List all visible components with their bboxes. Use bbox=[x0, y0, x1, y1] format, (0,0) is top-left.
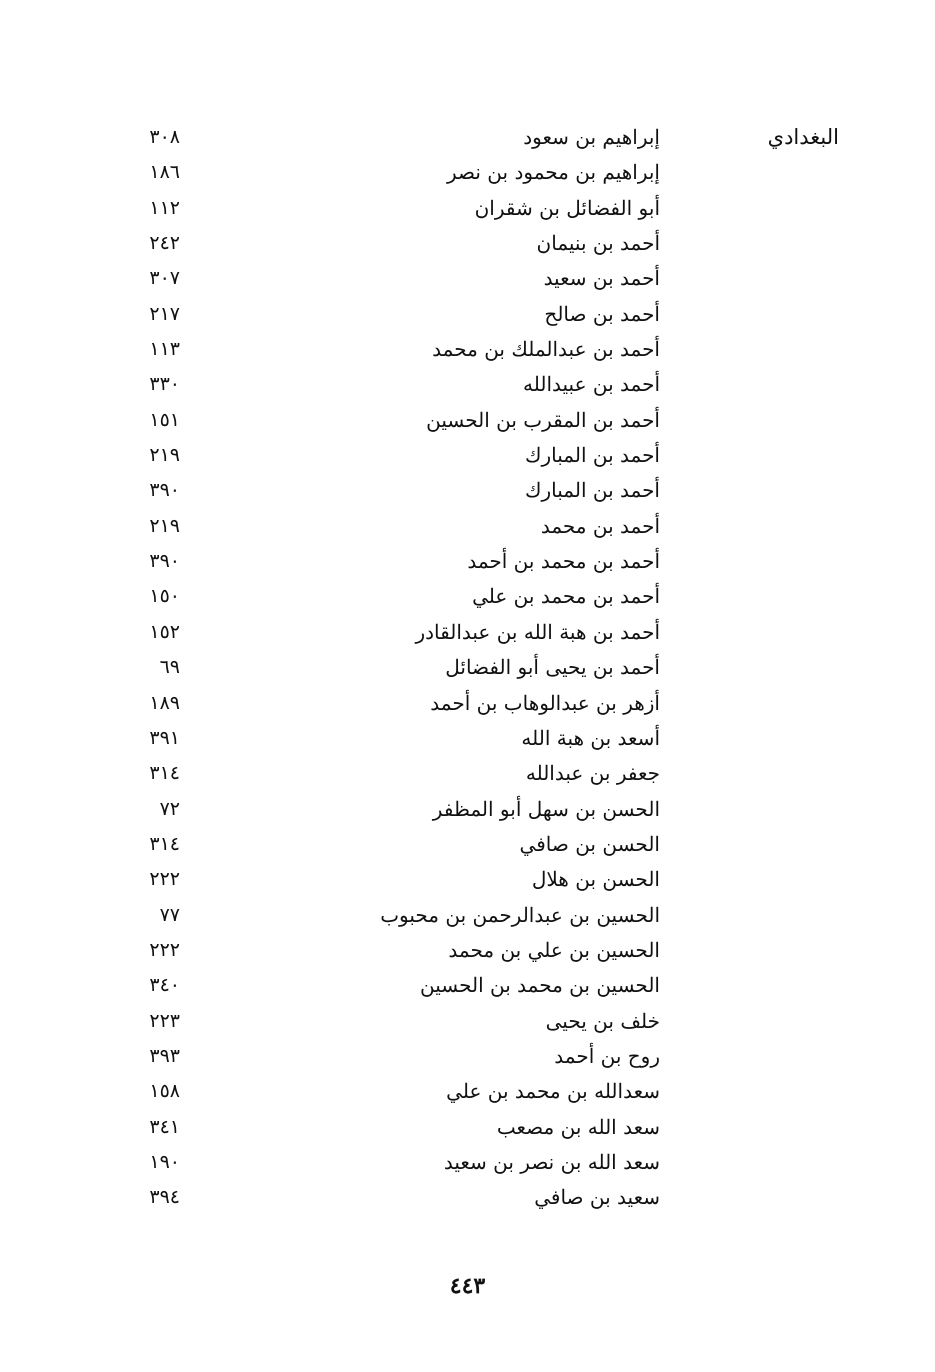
entry-name: جعفر بن عبدالله bbox=[525, 761, 660, 786]
entry-name: أبو الفضائل بن شقران bbox=[474, 195, 660, 220]
entry-page-number: ٣٩٣ bbox=[149, 1044, 180, 1067]
index-entry bbox=[120, 1005, 660, 1040]
entry-name: روح بن أحمد bbox=[554, 1043, 660, 1068]
entry-name: أحمد بن محمد بن علي bbox=[472, 584, 660, 609]
index-entry bbox=[120, 439, 660, 474]
entry-name: الحسن بن سهل أبو المظفر bbox=[432, 796, 660, 821]
entry-name: أحمد بن يحيى أبو الفضائل bbox=[445, 655, 660, 680]
entry-page-number: ١٥٨ bbox=[149, 1080, 180, 1103]
index-entry bbox=[120, 793, 660, 828]
index-entry bbox=[120, 1075, 660, 1110]
entry-page-number: ٢١٧ bbox=[149, 302, 180, 325]
entry-page-number: ٣٠٨ bbox=[149, 126, 180, 148]
index-entry bbox=[120, 404, 660, 439]
entry-page-number: ١٩٠ bbox=[149, 1150, 180, 1173]
entry-page-number: ٢٢٢ bbox=[149, 868, 180, 891]
entry-name: أحمد بن محمد bbox=[540, 513, 660, 538]
entry-name: سعد الله بن نصر بن سعيد bbox=[443, 1149, 660, 1174]
entry-name: أحمد بن هبة الله بن عبدالقادر bbox=[415, 619, 660, 644]
entry-page-number: ٢٢٣ bbox=[149, 1009, 180, 1032]
entry-page-number: ٣٤٠ bbox=[149, 974, 180, 997]
entry-name: إبراهيم بن سعود bbox=[523, 125, 660, 149]
index-entry bbox=[120, 828, 660, 863]
entry-name: الحسين بن عبدالرحمن بن محبوب bbox=[380, 902, 660, 927]
entry-name: إبراهيم بن محمود بن نصر bbox=[447, 160, 660, 185]
entry-name: الحسن بن صافي bbox=[519, 831, 660, 856]
index-entry bbox=[120, 651, 660, 686]
index-entry bbox=[120, 368, 660, 403]
entry-page-number: ١٥٢ bbox=[149, 620, 180, 643]
entry-name: أسعد بن هبة الله bbox=[521, 725, 660, 750]
entry-page-number: ٦٩ bbox=[159, 656, 180, 679]
entry-page-number: ٧٧ bbox=[159, 903, 180, 926]
index-list bbox=[120, 121, 660, 1217]
index-entry bbox=[120, 687, 660, 722]
entry-page-number: ١٨٦ bbox=[149, 161, 180, 184]
entry-name: أزهر بن عبدالوهاب بن أحمد bbox=[430, 690, 660, 715]
index-entry bbox=[120, 1146, 660, 1181]
entry-page-number: ٧٢ bbox=[159, 797, 180, 820]
entry-name: سعدالله بن محمد بن علي bbox=[446, 1079, 660, 1104]
index-entry bbox=[120, 899, 660, 934]
entry-page-number: ٣٩٤ bbox=[149, 1186, 180, 1209]
entry-name: سعيد بن صافي bbox=[534, 1185, 660, 1210]
index-entry bbox=[120, 1181, 660, 1216]
entry-page-number: ١٨٩ bbox=[149, 691, 180, 714]
index-entry bbox=[120, 192, 660, 227]
entry-page-number: ١٥١ bbox=[149, 408, 180, 431]
entry-page-number: ٣٩٠ bbox=[149, 550, 180, 573]
index-entry bbox=[120, 969, 660, 1004]
entry-page-number: ١١٢ bbox=[149, 196, 180, 219]
entry-name: خلف بن يحيى bbox=[545, 1008, 660, 1033]
index-entry bbox=[120, 545, 660, 580]
entry-name: أحمد بن عبدالملك بن محمد bbox=[432, 337, 660, 362]
entry-page-number: ١٥٠ bbox=[149, 585, 180, 608]
entry-page-number: ٣٤١ bbox=[149, 1115, 180, 1138]
index-entry bbox=[120, 934, 660, 969]
entry-name: أحمد بن المبارك bbox=[525, 443, 660, 468]
index-entry bbox=[120, 863, 660, 898]
entry-name: أحمد بن عبيدالله bbox=[523, 372, 660, 397]
entry-page-number: ٢٤٢ bbox=[149, 232, 180, 255]
index-entry bbox=[120, 298, 660, 333]
entry-name: أحمد بن بنيمان bbox=[536, 231, 660, 256]
index-entry bbox=[120, 580, 660, 615]
entry-name: سعد الله بن مصعب bbox=[496, 1114, 660, 1139]
entry-page-number: ١١٣ bbox=[149, 338, 180, 361]
page-number: ٤٤٣ bbox=[449, 1273, 486, 1299]
entry-name: أحمد بن صالح bbox=[544, 301, 660, 326]
entry-name: أحمد بن محمد بن أحمد bbox=[467, 549, 660, 574]
section-title: البغدادي bbox=[767, 125, 839, 149]
index-entry bbox=[120, 474, 660, 509]
entry-page-number: ٣٩١ bbox=[149, 726, 180, 749]
entry-page-number: ٢١٩ bbox=[149, 514, 180, 537]
index-entry bbox=[120, 1111, 660, 1146]
entry-page-number: ٣١٤ bbox=[149, 832, 180, 855]
entry-page-number: ٢١٩ bbox=[149, 444, 180, 467]
entry-page-number: ٢٢٢ bbox=[149, 938, 180, 961]
index-entry bbox=[120, 510, 660, 545]
index-entry bbox=[120, 722, 660, 757]
entry-name: أحمد بن المقرب بن الحسين bbox=[426, 407, 660, 432]
entry-name: الحسين بن علي بن محمد bbox=[448, 937, 660, 962]
index-entry bbox=[120, 121, 660, 156]
index-entry bbox=[120, 1040, 660, 1075]
entry-page-number: ٣١٤ bbox=[149, 762, 180, 785]
entry-name: الحسن بن هلال bbox=[531, 867, 660, 892]
index-entry bbox=[120, 156, 660, 191]
entry-page-number: ٣٩٠ bbox=[149, 479, 180, 502]
entry-name: أحمد بن المبارك bbox=[525, 478, 660, 503]
index-entry bbox=[120, 616, 660, 651]
index-entry bbox=[120, 262, 660, 297]
index-entry bbox=[120, 227, 660, 262]
entry-page-number: ٣٣٠ bbox=[149, 373, 180, 396]
index-entry bbox=[120, 757, 660, 792]
entry-name: أحمد بن سعيد bbox=[543, 266, 660, 291]
entry-page-number: ٣٠٧ bbox=[149, 267, 180, 290]
entry-name: الحسين بن محمد بن الحسين bbox=[419, 973, 660, 998]
index-entry bbox=[120, 333, 660, 368]
